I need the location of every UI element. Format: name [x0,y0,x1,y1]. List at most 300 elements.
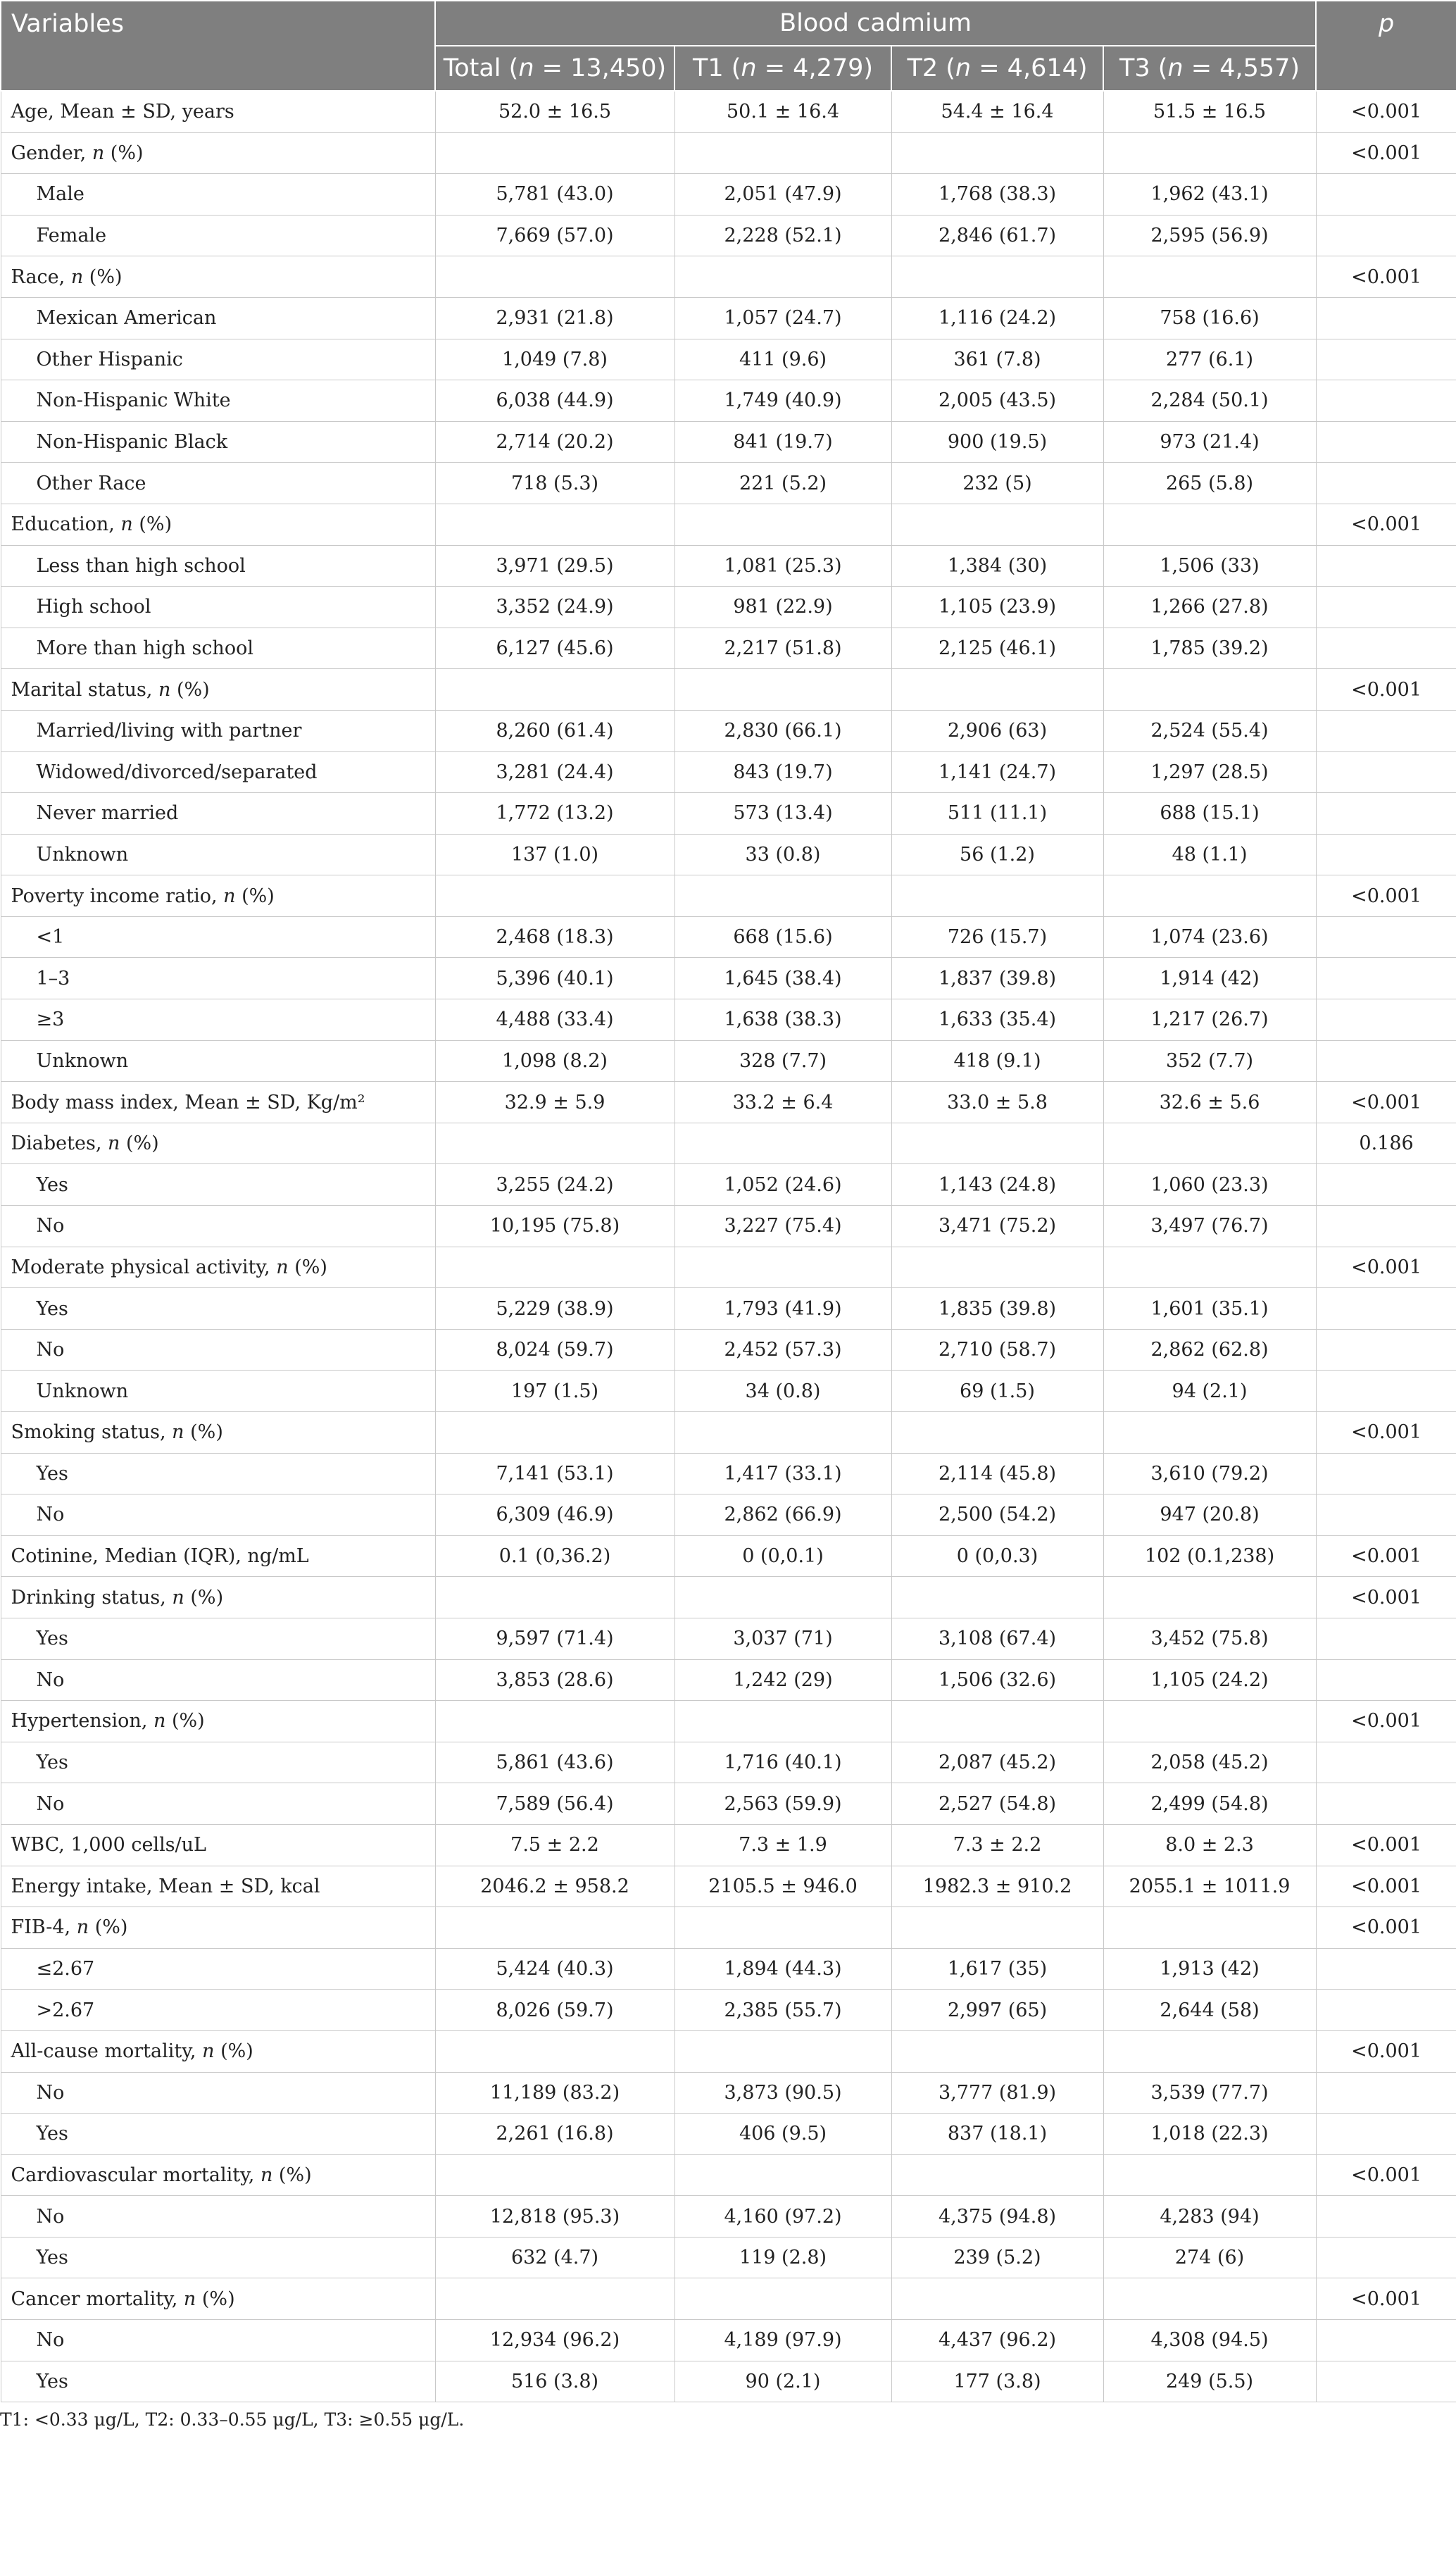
row-label-suffix: (%) [170,678,210,701]
row-label-text: No [36,1215,65,1237]
cell-p [1316,297,1456,339]
row-label-text: Body mass index, Mean ± SD, Kg/m² [11,1091,365,1113]
cell-t1: 3,227 (75.4) [674,1206,891,1247]
row-label-text: Non-Hispanic Black [36,431,228,454]
row-label-n: n [108,1132,120,1155]
header-total-pre: Total ( [443,54,519,82]
header-t2-pre: T2 ( [907,54,955,82]
row-label [1,2114,435,2155]
cell-p: <0.001 [1316,669,1456,711]
cell-total: 8,026 (59.7) [435,1990,674,2031]
cell-t1: 33.2 ± 6.4 [674,1082,891,1123]
cell-total: 2,714 (20.2) [435,421,674,463]
table-row [1,421,1456,463]
cell-t1: 3,037 (71) [674,1618,891,1659]
row-label-text: Education, [11,513,121,536]
cell-total: 8,024 (59.7) [435,1329,674,1371]
table-row [1,1783,1456,1825]
cell-t1: 1,417 (33.1) [674,1453,891,1494]
cell-total: 11,189 (83.2) [435,2072,674,2114]
header-t1 [674,46,891,91]
cell-t2 [891,875,1103,917]
cell-t2: 2,846 (61.7) [891,215,1103,256]
row-label-text: Yes [36,1173,68,1196]
cell-t3 [1103,1123,1316,1164]
cell-total: 3,281 (24.4) [435,751,674,793]
cell-t2 [891,1247,1103,1288]
row-label-text: Hypertension, [11,1710,153,1733]
table-row [1,587,1456,628]
cell-t2 [891,2030,1103,2072]
cell-total: 6,038 (44.9) [435,380,674,422]
cell-total: 5,781 (43.0) [435,174,674,216]
header-t1-post: = 4,279) [756,54,874,82]
row-label-text: Yes [36,1297,68,1320]
row-label [1,2237,435,2278]
cell-t2: 2,527 (54.8) [891,1783,1103,1825]
row-label [1,504,435,545]
cell-total: 32.9 ± 5.9 [435,1082,674,1123]
cell-total: 2,931 (21.8) [435,297,674,339]
row-label-text: Age, Mean ± SD, years [11,101,234,123]
cell-total: 8,260 (61.4) [435,710,674,751]
cell-t1 [674,132,891,174]
table-row [1,1288,1456,1330]
table-row [1,1742,1456,1783]
row-label-suffix: (%) [83,266,123,288]
cell-t2: 726 (15.7) [891,916,1103,958]
cell-p [1316,2361,1456,2402]
row-label [1,793,435,835]
cell-t1: 1,057 (24.7) [674,297,891,339]
cell-total: 7,141 (53.1) [435,1453,674,1494]
cell-t1: 1,081 (25.3) [674,545,891,587]
cell-t2: 4,375 (94.8) [891,2196,1103,2238]
table-row [1,1618,1456,1659]
row-label-text: >2.67 [36,1999,95,2021]
row-label-text: More than high school [36,637,253,660]
header-blood-cadmium: Blood cadmium [435,1,1316,46]
cell-t2: 177 (3.8) [891,2361,1103,2402]
cell-t2: 1982.3 ± 910.2 [891,1866,1103,1907]
row-label [1,1164,435,1206]
cell-t1: 1,894 (44.3) [674,1948,891,1990]
row-label-suffix: (%) [184,1586,224,1609]
cell-t3: 1,018 (22.3) [1103,2114,1316,2155]
row-label [1,1577,435,1618]
cell-t1: 573 (13.4) [674,793,891,835]
cell-t3: 3,610 (79.2) [1103,1453,1316,1494]
row-label [1,174,435,216]
row-label [1,545,435,587]
cell-p: <0.001 [1316,875,1456,917]
row-label [1,916,435,958]
row-label-text: All-cause mortality, [11,2040,203,2063]
cell-t1: 1,749 (40.9) [674,380,891,422]
cell-t3 [1103,1577,1316,1618]
cell-t1: 2,385 (55.7) [674,1990,891,2031]
cell-t2 [891,2278,1103,2320]
row-label [1,669,435,711]
cell-t1 [674,256,891,298]
cell-t1: 1,052 (24.6) [674,1164,891,1206]
cell-t2: 1,143 (24.8) [891,1164,1103,1206]
row-label-suffix: (%) [120,1132,159,1155]
cell-t1 [674,2030,891,2072]
cell-t3 [1103,1247,1316,1288]
cell-p [1316,174,1456,216]
row-label-suffix: (%) [132,513,172,536]
table-row [1,1659,1456,1701]
cell-t1 [674,669,891,711]
row-label [1,1288,435,1330]
cell-t1: 2,862 (66.9) [674,1494,891,1536]
table-footnote: T1: <0.33 μg/L, T2: 0.33–0.55 μg/L, T3: ≥0.55 μg/L. [0,2409,465,2430]
row-label-text: <1 [36,926,65,949]
row-label [1,1247,435,1288]
cell-total: 632 (4.7) [435,2237,674,2278]
cell-t3: 8.0 ± 2.3 [1103,1824,1316,1866]
cell-total: 718 (5.3) [435,463,674,504]
row-label-suffix: (%) [288,1256,327,1278]
cell-t2: 837 (18.1) [891,2114,1103,2155]
cell-total: 10,195 (75.8) [435,1206,674,1247]
row-label-n: n [92,142,105,164]
row-label-text: No [36,1792,65,1815]
cell-t3 [1103,504,1316,545]
cell-t3 [1103,1412,1316,1454]
cell-t3: 1,914 (42) [1103,958,1316,999]
cell-p [1316,463,1456,504]
row-label-text: Non-Hispanic White [36,389,231,412]
table-row [1,297,1456,339]
cell-t3: 2,284 (50.1) [1103,380,1316,422]
cell-t3 [1103,669,1316,711]
row-label [1,1742,435,1783]
cell-p [1316,1990,1456,2031]
row-label-text: Other Race [36,472,146,494]
row-label-n: n [153,1710,166,1733]
cell-total [435,2030,674,2072]
cell-t2: 3,471 (75.2) [891,1206,1103,1247]
table-row [1,1866,1456,1907]
row-label [1,1453,435,1494]
cell-p: <0.001 [1316,2030,1456,2072]
row-label-suffix: (%) [165,1710,205,1733]
cell-p [1316,1288,1456,1330]
row-label [1,421,435,463]
cell-t2: 1,633 (35.4) [891,999,1103,1041]
cell-t3 [1103,1907,1316,1949]
cell-total: 1,049 (7.8) [435,339,674,380]
table-row [1,174,1456,216]
cell-t2: 69 (1.5) [891,1371,1103,1412]
cell-t3: 2,058 (45.2) [1103,1742,1316,1783]
row-label [1,2361,435,2402]
row-label-n: n [276,1256,289,1278]
row-label [1,1824,435,1866]
cell-t3: 352 (7.7) [1103,1040,1316,1082]
cell-t1: 2,051 (47.9) [674,174,891,216]
header-total-post: = 13,450) [534,54,667,82]
cell-t3: 102 (0.1,238) [1103,1535,1316,1577]
cell-t1: 33 (0.8) [674,834,891,875]
table-row [1,834,1456,875]
cell-t2: 33.0 ± 5.8 [891,1082,1103,1123]
cell-total: 4,488 (33.4) [435,999,674,1041]
cell-t2: 3,777 (81.9) [891,2072,1103,2114]
cell-total [435,256,674,298]
cell-t3: 1,060 (23.3) [1103,1164,1316,1206]
cell-t2: 232 (5) [891,463,1103,504]
table-row [1,751,1456,793]
cell-t2: 56 (1.2) [891,834,1103,875]
cell-t3 [1103,2278,1316,2320]
cell-p: <0.001 [1316,504,1456,545]
row-label-text: Mexican American [36,307,217,330]
table-row [1,2361,1456,2402]
table-row [1,2154,1456,2196]
row-label [1,999,435,1041]
table-body [1,91,1456,2402]
cell-p: <0.001 [1316,1866,1456,1907]
cell-p [1316,628,1456,669]
row-label-text: Never married [36,802,179,825]
cell-t2: 361 (7.8) [891,339,1103,380]
cell-total: 1,772 (13.2) [435,793,674,835]
row-label-suffix: (%) [235,885,275,907]
row-label [1,132,435,174]
table-row [1,1040,1456,1082]
cell-p: <0.001 [1316,1701,1456,1742]
cell-t3 [1103,2154,1316,2196]
cell-p [1316,916,1456,958]
cell-t3: 1,074 (23.6) [1103,916,1316,958]
table-row [1,1371,1456,1412]
cell-t3: 2,595 (56.9) [1103,215,1316,256]
cell-p [1316,1659,1456,1701]
cell-p [1316,215,1456,256]
cell-t2 [891,1907,1103,1949]
row-label-text: Yes [36,1752,68,1774]
cell-p [1316,587,1456,628]
cell-p [1316,793,1456,835]
row-label [1,1783,435,1825]
cell-total: 9,597 (71.4) [435,1618,674,1659]
cell-t3: 32.6 ± 5.6 [1103,1082,1316,1123]
row-label [1,1907,435,1949]
cell-t2 [891,1701,1103,1742]
cell-total: 3,352 (24.9) [435,587,674,628]
cell-total: 5,396 (40.1) [435,958,674,999]
cell-t3: 2,862 (62.8) [1103,1329,1316,1371]
cell-t1: 119 (2.8) [674,2237,891,2278]
cell-p: <0.001 [1316,1535,1456,1577]
cell-t1: 843 (19.7) [674,751,891,793]
cell-p: <0.001 [1316,2154,1456,2196]
row-label-suffix: (%) [89,1916,128,1939]
cell-t1: 1,793 (41.9) [674,1288,891,1330]
cell-t1 [674,504,891,545]
table-row [1,1329,1456,1371]
cell-t3: 3,452 (75.8) [1103,1618,1316,1659]
cell-t1: 4,189 (97.9) [674,2320,891,2361]
cell-t3 [1103,1701,1316,1742]
row-label-n: n [183,2288,196,2310]
cell-p [1316,958,1456,999]
cell-t2: 511 (11.1) [891,793,1103,835]
cell-total [435,1123,674,1164]
cell-p: <0.001 [1316,91,1456,132]
row-label-text: Poverty income ratio, [11,885,224,907]
cell-p [1316,1371,1456,1412]
header-p-label: p [1378,10,1395,38]
cell-total [435,1907,674,1949]
cell-t1: 2,452 (57.3) [674,1329,891,1371]
row-label-n: n [202,2040,215,2063]
cell-t1: 411 (9.6) [674,339,891,380]
cell-total: 0.1 (0,36.2) [435,1535,674,1577]
cell-total [435,875,674,917]
table-row [1,1990,1456,2031]
cell-t1 [674,2278,891,2320]
table-row [1,1948,1456,1990]
cell-t2 [891,2154,1103,2196]
row-label [1,2030,435,2072]
table-row [1,999,1456,1041]
cell-t3: 48 (1.1) [1103,834,1316,875]
cell-total [435,2154,674,2196]
cell-p [1316,834,1456,875]
row-label-text: Race, [11,266,71,288]
cell-p: <0.001 [1316,256,1456,298]
cell-t1 [674,1412,891,1454]
cell-t2: 4,437 (96.2) [891,2320,1103,2361]
header-variables: Variables [1,1,435,91]
cell-t1 [674,1247,891,1288]
cell-total [435,504,674,545]
table-row [1,1535,1456,1577]
cell-t3: 249 (5.5) [1103,2361,1316,2402]
cell-t2: 3,108 (67.4) [891,1618,1103,1659]
cell-t2: 1,116 (24.2) [891,297,1103,339]
row-label-text: ≤2.67 [36,1958,95,1980]
row-label [1,1948,435,1990]
cell-p [1316,1618,1456,1659]
row-label-text: High school [36,596,151,618]
cell-p [1316,1742,1456,1783]
cell-t1: 7.3 ± 1.9 [674,1824,891,1866]
cell-p [1316,1453,1456,1494]
cell-t3: 94 (2.1) [1103,1371,1316,1412]
cell-t1: 841 (19.7) [674,421,891,463]
cell-t1: 981 (22.9) [674,587,891,628]
cell-t2: 1,837 (39.8) [891,958,1103,999]
cell-t3: 1,962 (43.1) [1103,174,1316,216]
header-t2-post: = 4,614) [971,54,1088,82]
cell-t1: 34 (0.8) [674,1371,891,1412]
row-label [1,91,435,132]
header-t3-pre: T3 ( [1119,54,1168,82]
row-label [1,710,435,751]
cell-t3 [1103,2030,1316,2072]
cell-t2: 2,005 (43.5) [891,380,1103,422]
row-label [1,1659,435,1701]
cell-p [1316,2196,1456,2238]
row-label [1,628,435,669]
cell-t2: 7.3 ± 2.2 [891,1824,1103,1866]
table-row [1,1907,1456,1949]
header-t3-n: n [1167,54,1184,82]
row-label-text: Yes [36,1628,68,1650]
cell-p [1316,545,1456,587]
row-label-text: Male [36,183,84,206]
cell-t2 [891,669,1103,711]
row-label-text: Married/living with partner [36,720,302,742]
row-label-text: Yes [36,2247,68,2269]
cell-total: 12,818 (95.3) [435,2196,674,2238]
cell-t3: 3,497 (76.7) [1103,1206,1316,1247]
table-row [1,2072,1456,2114]
header-t1-pre: T1 ( [692,54,741,82]
cell-p [1316,1948,1456,1990]
cell-t2 [891,256,1103,298]
row-label-n: n [260,2164,273,2186]
table-row [1,669,1456,711]
cell-t1 [674,1701,891,1742]
cell-p [1316,2114,1456,2155]
row-label [1,1701,435,1742]
cell-t2: 1,384 (30) [891,545,1103,587]
row-label-text: No [36,2081,65,2104]
cell-total: 7.5 ± 2.2 [435,1824,674,1866]
cell-t1: 328 (7.7) [674,1040,891,1082]
row-label [1,834,435,875]
cell-t2 [891,1123,1103,1164]
cell-p [1316,999,1456,1041]
row-label-text: Cotinine, Median (IQR), ng/mL [11,1545,309,1568]
cell-p: <0.001 [1316,1577,1456,1618]
header-total [435,46,674,91]
cell-t2: 2,114 (45.8) [891,1453,1103,1494]
cell-t2: 2,125 (46.1) [891,628,1103,669]
cell-t1: 1,716 (40.1) [674,1742,891,1783]
table-row [1,463,1456,504]
cell-total: 2,261 (16.8) [435,2114,674,2155]
cell-total: 5,424 (40.3) [435,1948,674,1990]
cell-total: 52.0 ± 16.5 [435,91,674,132]
row-label-text: Energy intake, Mean ± SD, kcal [11,1875,320,1897]
cell-t1: 1,242 (29) [674,1659,891,1701]
cell-p [1316,2237,1456,2278]
row-label [1,751,435,793]
row-label-text: No [36,2205,65,2228]
table-row [1,1494,1456,1536]
row-label-text: Female [36,225,107,247]
table-row [1,215,1456,256]
row-label-suffix: (%) [214,2040,253,2063]
cell-t3: 758 (16.6) [1103,297,1316,339]
cell-total: 137 (1.0) [435,834,674,875]
cell-t3 [1103,256,1316,298]
cell-p: <0.001 [1316,2278,1456,2320]
cell-t1 [674,1577,891,1618]
cell-total: 197 (1.5) [435,1371,674,1412]
row-label [1,297,435,339]
table-row [1,1701,1456,1742]
row-label [1,587,435,628]
cell-total: 2,468 (18.3) [435,916,674,958]
